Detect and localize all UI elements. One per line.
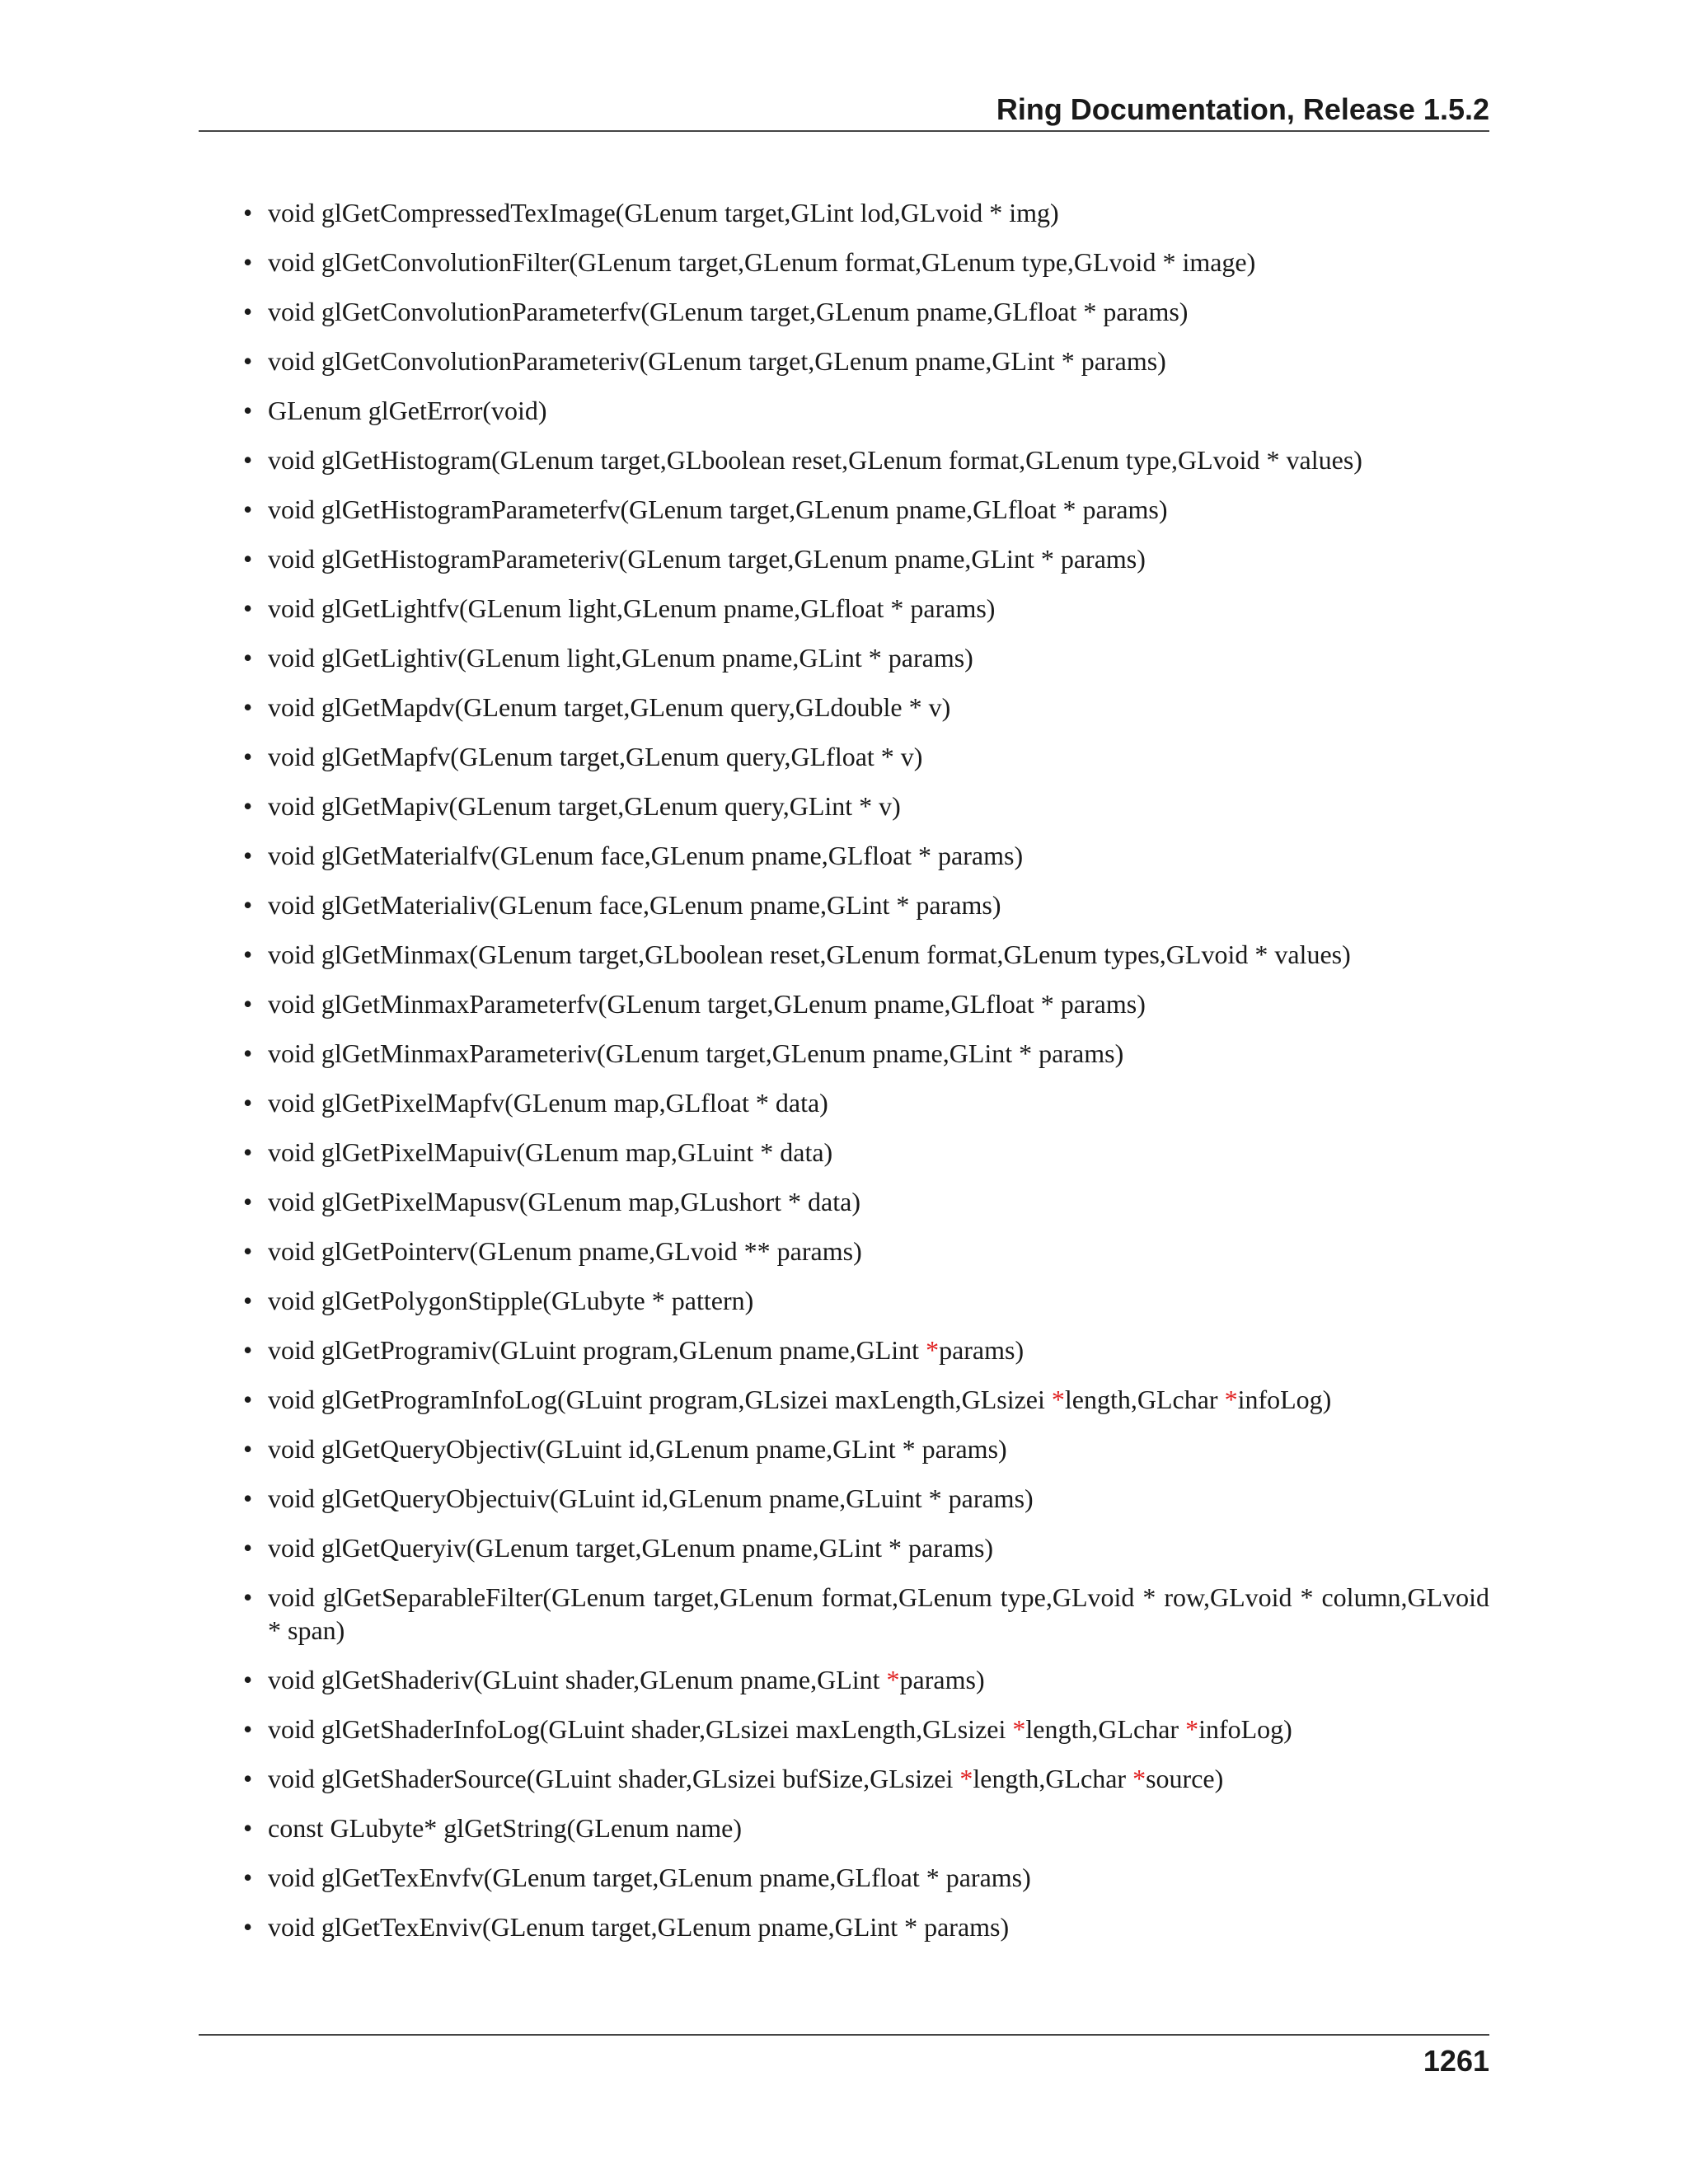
page-number: 1261: [1423, 2044, 1489, 2078]
function-signature: void glGetMapfv(GLenum target,GLenum query,GLfloat * v): [268, 742, 923, 771]
list-item: [243, 987, 1489, 1020]
function-signature: void glGetPointerv(GLenum pname,GLvoid ** params): [268, 1236, 862, 1266]
list-item: [243, 344, 1489, 377]
list-item: [243, 691, 1489, 724]
list-item: [243, 1482, 1489, 1515]
function-signature: void glGetQueryObjectiv(GLuint id,GLenum pname,GLint * params): [268, 1434, 1007, 1464]
list-item: [243, 295, 1489, 328]
list-item: [243, 1432, 1489, 1465]
list-item: [243, 394, 1489, 427]
pointer-marker: *: [1132, 1764, 1146, 1793]
bullet-icon: •: [243, 396, 253, 425]
bullet-icon: •: [243, 989, 253, 1019]
bullet-icon: •: [243, 1665, 253, 1694]
list-item: [243, 1531, 1489, 1564]
function-signature: void glGetTexEnviv(GLenum target,GLenum pname,GLint * params): [268, 1912, 1010, 1942]
pointer-marker: *: [886, 1665, 900, 1694]
bullet-icon: •: [243, 1088, 253, 1118]
list-item: [243, 1235, 1489, 1268]
bullet-icon: •: [243, 544, 253, 574]
function-signature: void glGetMinmaxParameteriv(GLenum target,GLenum pname,GLint * params): [268, 1038, 1124, 1068]
pointer-marker: *: [1224, 1385, 1238, 1414]
bullet-icon: •: [243, 1582, 253, 1612]
list-item: [243, 542, 1489, 575]
bullet-icon: •: [243, 940, 253, 969]
list-item: [243, 1861, 1489, 1894]
function-signature: void glGetProgramiv(GLuint program,GLenum pname,GLint *params): [268, 1335, 1025, 1365]
function-signature: void glGetConvolutionFilter(GLenum target,GLenum format,GLenum type,GLvoid * image): [268, 247, 1256, 277]
function-signature-list: [243, 196, 1489, 1960]
function-signature: void glGetCompressedTexImage(GLenum target,GLint lod,GLvoid * img): [268, 198, 1059, 227]
function-signature: void glGetPolygonStipple(GLubyte * pattern): [268, 1286, 754, 1315]
function-signature: void glGetLightfv(GLenum light,GLenum pname,GLfloat * params): [268, 593, 996, 623]
function-signature: void glGetPixelMapuiv(GLenum map,GLuint * data): [268, 1137, 833, 1167]
pointer-marker: *: [1051, 1385, 1065, 1414]
list-item: [243, 1910, 1489, 1943]
list-item: [243, 196, 1489, 229]
pointer-marker: *: [1185, 1714, 1199, 1744]
function-signature: void glGetTexEnvfv(GLenum target,GLenum pname,GLfloat * params): [268, 1863, 1031, 1892]
bullet-icon: •: [243, 346, 253, 376]
function-signature: GLenum glGetError(void): [268, 396, 547, 425]
bullet-icon: •: [243, 1187, 253, 1216]
function-signature: void glGetShaderSource(GLuint shader,GLsizei bufSize,GLsizei *length,GLchar *source): [268, 1764, 1224, 1793]
function-signature: void glGetShaderInfoLog(GLuint shader,GLsizei maxLength,GLsizei *length,GLchar *infoLog): [268, 1714, 1292, 1744]
function-signature: void glGetHistogram(GLenum target,GLboolean reset,GLenum format,GLenum type,GLvoid * values): [268, 445, 1362, 475]
list-item: [243, 1284, 1489, 1317]
function-signature: void glGetMapiv(GLenum target,GLenum query,GLint * v): [268, 791, 901, 821]
list-item: [243, 938, 1489, 971]
bullet-icon: •: [243, 1764, 253, 1793]
list-item: [243, 1383, 1489, 1416]
list-item: [243, 1762, 1489, 1795]
function-signature: void glGetLightiv(GLenum light,GLenum pname,GLint * params): [268, 643, 973, 673]
bullet-icon: •: [243, 198, 253, 227]
bullet-icon: •: [243, 247, 253, 277]
function-signature: void glGetMinmax(GLenum target,GLboolean reset,GLenum format,GLenum types,GLvoid * values): [268, 940, 1351, 969]
bullet-icon: •: [243, 1335, 253, 1365]
bullet-icon: •: [243, 1434, 253, 1464]
function-signature: void glGetMaterialiv(GLenum face,GLenum pname,GLint * params): [268, 890, 1001, 920]
pointer-marker: *: [926, 1335, 940, 1365]
page-header: [199, 89, 1489, 132]
bullet-icon: •: [243, 841, 253, 870]
list-item: [243, 1581, 1489, 1647]
bullet-icon: •: [243, 297, 253, 326]
bullet-icon: •: [243, 1533, 253, 1563]
function-signature: void glGetConvolutionParameterfv(GLenum target,GLenum pname,GLfloat * params): [268, 297, 1189, 326]
function-signature: void glGetMapdv(GLenum target,GLenum query,GLdouble * v): [268, 692, 951, 722]
function-signature: void glGetHistogramParameterfv(GLenum target,GLenum pname,GLfloat * params): [268, 494, 1168, 524]
list-item: [243, 493, 1489, 526]
bullet-icon: •: [243, 1863, 253, 1892]
bullet-icon: •: [243, 1912, 253, 1942]
bullet-icon: •: [243, 692, 253, 722]
function-signature: void glGetQueryObjectuiv(GLuint id,GLenum pname,GLuint * params): [268, 1483, 1034, 1513]
function-signature: void glGetConvolutionParameteriv(GLenum target,GLenum pname,GLint * params): [268, 346, 1166, 376]
function-signature: void glGetShaderiv(GLuint shader,GLenum pname,GLint *params): [268, 1665, 985, 1694]
list-item: [243, 1185, 1489, 1218]
list-item: [243, 1663, 1489, 1696]
function-signature: void glGetMinmaxParameterfv(GLenum target,GLenum pname,GLfloat * params): [268, 989, 1146, 1019]
bullet-icon: •: [243, 1038, 253, 1068]
function-signature: void glGetProgramInfoLog(GLuint program,GLsizei maxLength,GLsizei *length,GLchar *infoLog): [268, 1385, 1332, 1414]
bullet-icon: •: [243, 890, 253, 920]
list-item: [243, 443, 1489, 476]
bullet-icon: •: [243, 1714, 253, 1744]
list-item: [243, 1136, 1489, 1169]
bullet-icon: •: [243, 494, 253, 524]
list-item: [243, 888, 1489, 921]
list-item: [243, 592, 1489, 625]
bullet-icon: •: [243, 742, 253, 771]
bullet-icon: •: [243, 1483, 253, 1513]
bullet-icon: •: [243, 445, 253, 475]
function-signature: void glGetPixelMapfv(GLenum map,GLfloat * data): [268, 1088, 828, 1118]
list-item: [243, 790, 1489, 823]
list-item: [243, 839, 1489, 872]
function-signature: const GLubyte* glGetString(GLenum name): [268, 1813, 742, 1843]
bullet-icon: •: [243, 1385, 253, 1414]
function-signature: void glGetHistogramParameteriv(GLenum target,GLenum pname,GLint * params): [268, 544, 1146, 574]
bullet-icon: •: [243, 1236, 253, 1266]
pointer-marker: *: [1012, 1714, 1026, 1744]
list-item: [243, 246, 1489, 279]
function-signature: void glGetMaterialfv(GLenum face,GLenum pname,GLfloat * params): [268, 841, 1024, 870]
list-item: [243, 740, 1489, 773]
document-title: Ring Documentation, Release 1.5.2: [996, 92, 1489, 126]
bullet-icon: •: [243, 791, 253, 821]
list-item: [243, 1713, 1489, 1746]
function-signature: void glGetPixelMapusv(GLenum map,GLushort * data): [268, 1187, 860, 1216]
function-signature: void glGetQueryiv(GLenum target,GLenum pname,GLint * params): [268, 1533, 994, 1563]
list-item: [243, 1037, 1489, 1070]
pointer-marker: *: [959, 1764, 973, 1793]
bullet-icon: •: [243, 1286, 253, 1315]
page-footer: [199, 2034, 1489, 2078]
bullet-icon: •: [243, 593, 253, 623]
list-item: [243, 1811, 1489, 1844]
function-signature: void glGetSeparableFilter(GLenum target,GLenum format,GLenum type,GLvoid * row,GLvoid * column,GLvoid * span): [268, 1582, 1489, 1645]
bullet-icon: •: [243, 1137, 253, 1167]
bullet-icon: •: [243, 1813, 253, 1843]
bullet-icon: •: [243, 643, 253, 673]
list-item: [243, 1333, 1489, 1366]
list-item: [243, 641, 1489, 674]
list-item: [243, 1086, 1489, 1119]
